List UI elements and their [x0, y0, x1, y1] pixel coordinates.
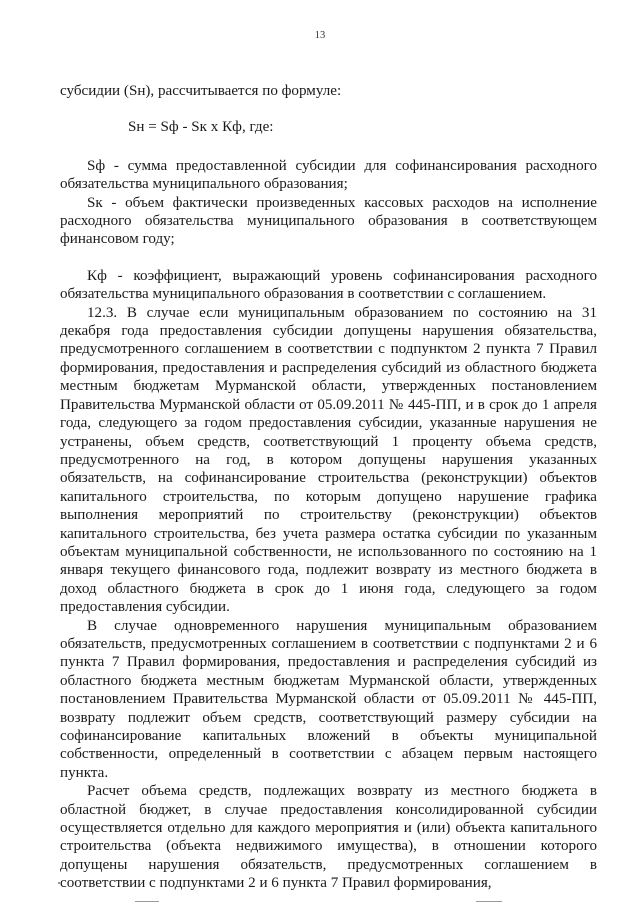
- scan-artifact-dot: [58, 882, 60, 884]
- definition-sk: Sк - объем фактически произведенных кассовых расходов на исполнение расходного обязательства муниципального образования в соответствующем финансовом году;: [60, 194, 597, 248]
- scan-artifact-line-right: [476, 901, 502, 902]
- paragraph-simultaneous-violation: В случае одновременного нарушения муниципальным образованием обязательств, предусмотренных соглашением в соответствии с подпунктами 2 и 6 пункта 7 Правил формирования, предоставления и распределения субсидий из областного бюджета местным бюджетам Мурманской области, утвержденных постановлением Правительства Мурманской области от 05.09.2011 № 445-ПП, возврату подлежит объем средств, соответствующий размеру субсидии на софинансирование капитальных вложений в объекты муниципальной собственности, определенный в соответствии с абзацем первым настоящего пункта.: [60, 617, 597, 781]
- page-number: 13: [314, 30, 326, 41]
- paragraph-12-3: 12.3. В случае если муниципальным образованием по состоянию на 31 декабря года предоставления субсидии допущены нарушения обязательства, предусмотренного соглашением в соответствии с подпунктом 2 пункта 7 Правил формирования, предоставления и распределения субсидий из областного бюджета местным бюджетам Мурманской области, утвержденных постановлением Правительства Мурманской области от 05.09.2011 № 445-ПП, и в срок до 1 апреля года, следующего за годом предоставления субсидии, указанные нарушения не устранены, объем средств, соответствующий 1 проценту объема средств, предусмотренного на год, в котором допущены нарушения указанных обязательств, на софинансирование строительства (реконструкции) объектов капитального строительства, по которым допущено нарушение графика выполнения мероприятий по строительству (реконструкции) объектов капитального строительства, без учета размера остатка субсидии по указанным объектам муниципальной собственности, не использованного по состоянию на 1 января текущего финансового года, подлежит возврату из местного бюджета в доход областного бюджета в срок до 1 июня года, следующего за годом предоставления субсидии.: [60, 304, 597, 616]
- definition-sf: Sф - сумма предоставленной субсидии для софинансирования расходного обязательства муниципального образования;: [60, 157, 597, 193]
- scan-artifact-line-left: [135, 901, 159, 902]
- paragraph-intro: субсидии (Sн), рассчитывается по формуле:: [60, 83, 342, 99]
- paragraph-calculation: Расчет объема средств, подлежащих возврату из местного бюджета в областной бюджет, в случае предоставления консолидированной субсидии осуществляется отдельно для каждого мероприятия и (или) объекта капитального строительства (объекта недвижимого имущества), в отношении которого допущены нарушения обязательств, предусмотренных соглашением в соответствии с подпунктами 2 и 6 пункта 7 Правил формирования,: [60, 783, 597, 892]
- definition-kf: Кф - коэффициент, выражающий уровень софинансирования расходного обязательства муниципального образования в соответствии с соглашением.: [60, 267, 597, 303]
- formula: Sн = Sф - Sк х Кф, где:: [128, 119, 274, 136]
- document-body: [60, 82, 597, 893]
